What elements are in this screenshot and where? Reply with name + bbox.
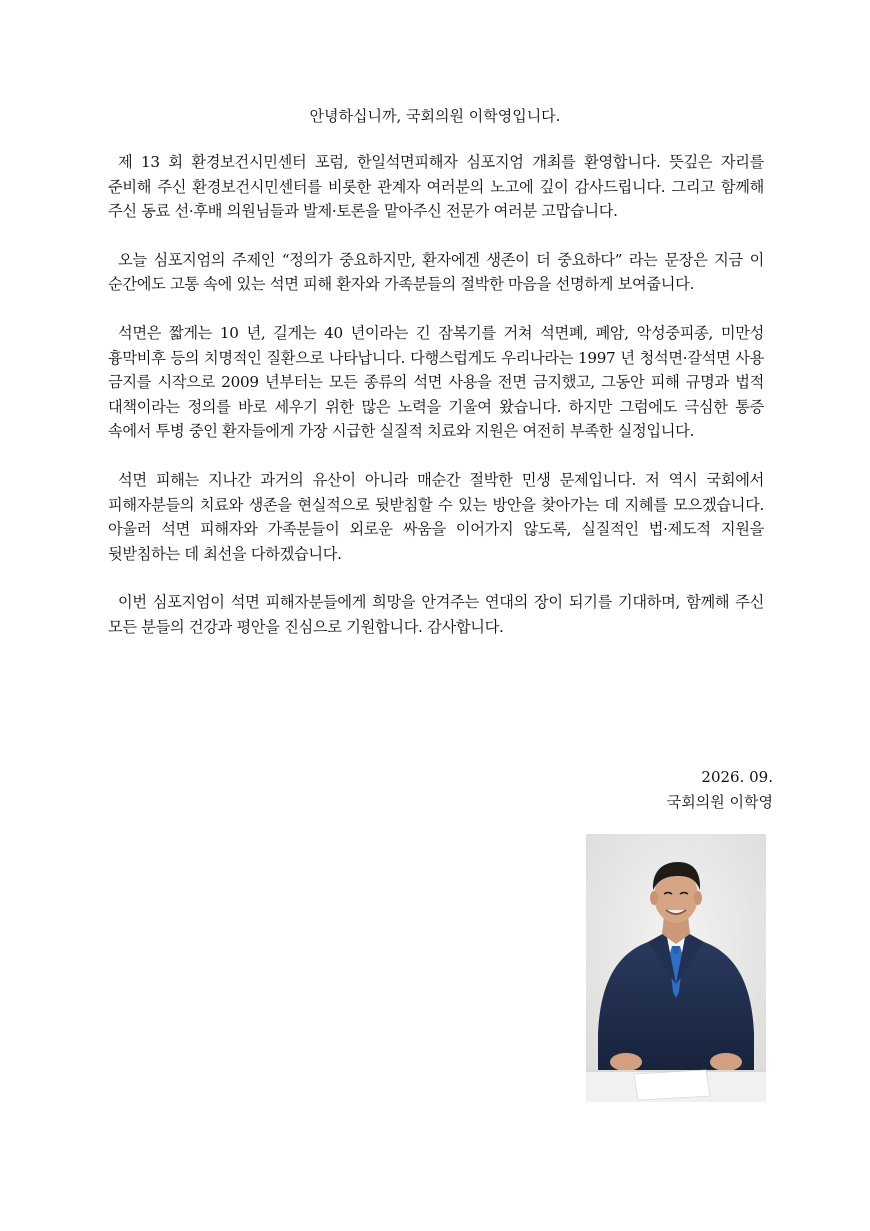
greeting-line: 안녕하십니까, 국회의원 이학영입니다. [309,107,561,125]
portrait-photo [586,834,766,1102]
paragraph-theme: 오늘 심포지엄의 주제인 “정의가 중요하지만, 환자에겐 생존이 더 중요하다” 라는 문장은 지금 이 순간에도 고통 속에 있는 석면 피해 환자와 가족분들의 절박한 마음을 선명하게 보여줍니다. [108,250,764,294]
signature-block [667,765,773,815]
signature-date: 2026. 09. [701,768,773,786]
paragraph-asbestos-disease: 석면은 짧게는 10 년, 길게는 40 년이라는 긴 잠복기를 거쳐 석면폐, 폐암, 악성중피종, 미만성 흉막비후 등의 치명적인 질환으로 나타납니다. 다행스럽게도 우리나라는 1997 년 청석면·갈석면 사용 금지를 시작으로 2009 년부터는 모든 종류의 석면 사용을 전면 금지했고, 그동안 피해 규명과 법적 대책이라는 정의를 바로 세우기 위한 많은 노력을 기울여 왔습니다. 하지만 그럼에도 극심한 통증 속에서 투병 중인 환자들에게 가장 시급한 실질적 치료와 지원은 여전히 부족한 실정입니다. [108,323,764,441]
paragraph-closing: 이번 심포지엄이 석면 피해자분들에게 희망을 안겨주는 연대의 장이 되기를 기대하며, 함께해 주신 모든 분들의 건강과 평안을 진심으로 기원합니다. 감사합니다. [108,593,764,636]
letter-body [108,150,764,664]
signature-name: 국회의원 이학영 [666,793,773,811]
paragraph-welcome: 제 13 회 환경보건시민센터 포럼, 한일석면피해자 심포지엄 개최를 환영합니다. 뜻깊은 자리를 준비해 주신 환경보건시민센터를 비롯한 관계자 여러분의 노고에 깊이 감사드립니다. 그리고 함께해 주신 동료 선·후배 의원님들과 발제·토론을 맡아주신 전문가 여러분 고맙습니다. [108,153,764,221]
paragraph-commitment: 석면 피해는 지나간 과거의 유산이 아니라 매순간 절박한 민생 문제입니다. 저 역시 국회에서 피해자분들의 치료와 생존을 현실적으로 뒷받침할 수 있는 방안을 찾아가는 데 지혜를 모으겠습니다. 아울러 석면 피해자와 가족분들이 외로운 싸움을 이어가지 않도록, 실질적인 법·제도적 지원을 뒷받침하는 데 최선을 다하겠습니다. [108,470,764,563]
